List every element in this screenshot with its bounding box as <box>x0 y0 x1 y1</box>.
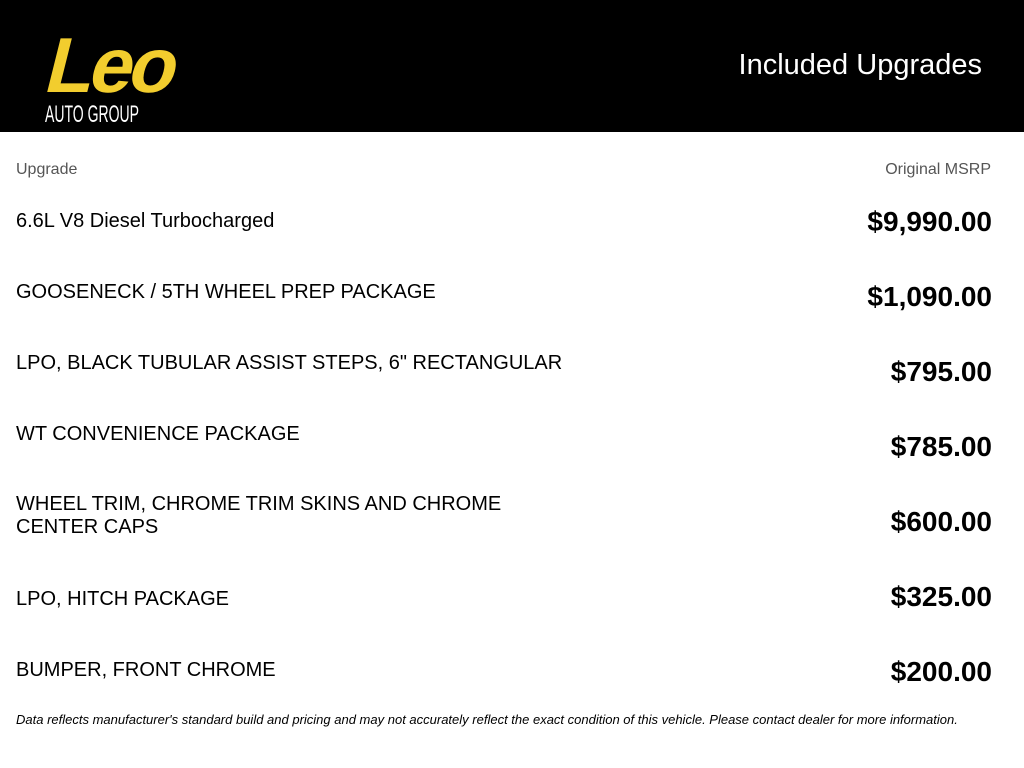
upgrade-name: 6.6L V8 Diesel Turbocharged <box>16 210 275 232</box>
column-header-upgrade: Upgrade <box>16 161 78 178</box>
upgrade-price: $1,090.00 <box>867 281 992 312</box>
upgrade-name: LPO, HITCH PACKAGE <box>16 588 230 610</box>
upgrade-name: BUMPER, FRONT CHROME <box>16 659 276 681</box>
upgrade-price: $785.00 <box>890 431 992 462</box>
upgrade-price: $9,990.00 <box>867 206 992 237</box>
column-header-msrp: Original MSRP <box>885 161 991 178</box>
svg-text:Leo: Leo <box>37 21 187 109</box>
upgrade-row <box>0 492 1024 564</box>
upgrade-row <box>0 208 1024 280</box>
leo-auto-group-logo <box>36 4 187 128</box>
upgrade-price: $325.00 <box>890 581 992 612</box>
upgrade-name: WT CONVENIENCE PACKAGE <box>16 423 300 445</box>
upgrade-row <box>0 350 1024 422</box>
page-title: Included Upgrades <box>738 49 982 81</box>
upgrade-row <box>0 421 1024 493</box>
upgrade-price: $600.00 <box>890 506 992 537</box>
upgrade-name: WHEEL TRIM, CHROME TRIM SKINS AND CHROME CENTER CAPS <box>16 493 502 538</box>
upgrade-price: $795.00 <box>890 356 992 387</box>
upgrade-row <box>0 279 1024 351</box>
upgrade-name: LPO, BLACK TUBULAR ASSIST STEPS, 6" RECTANGULAR <box>16 352 563 374</box>
upgrade-name: GOOSENECK / 5TH WHEEL PREP PACKAGE <box>16 281 436 303</box>
svg-text:AUTO GROUP: AUTO GROUP <box>45 101 139 128</box>
disclaimer-text: Data reflects manufacturer's standard build and pricing and may not accurately reflect the exact condition of this vehicle. Please contact dealer for more information. <box>16 712 958 727</box>
upgrade-price: $200.00 <box>890 656 992 687</box>
upgrade-row <box>0 581 1024 658</box>
page-header <box>0 0 1024 132</box>
